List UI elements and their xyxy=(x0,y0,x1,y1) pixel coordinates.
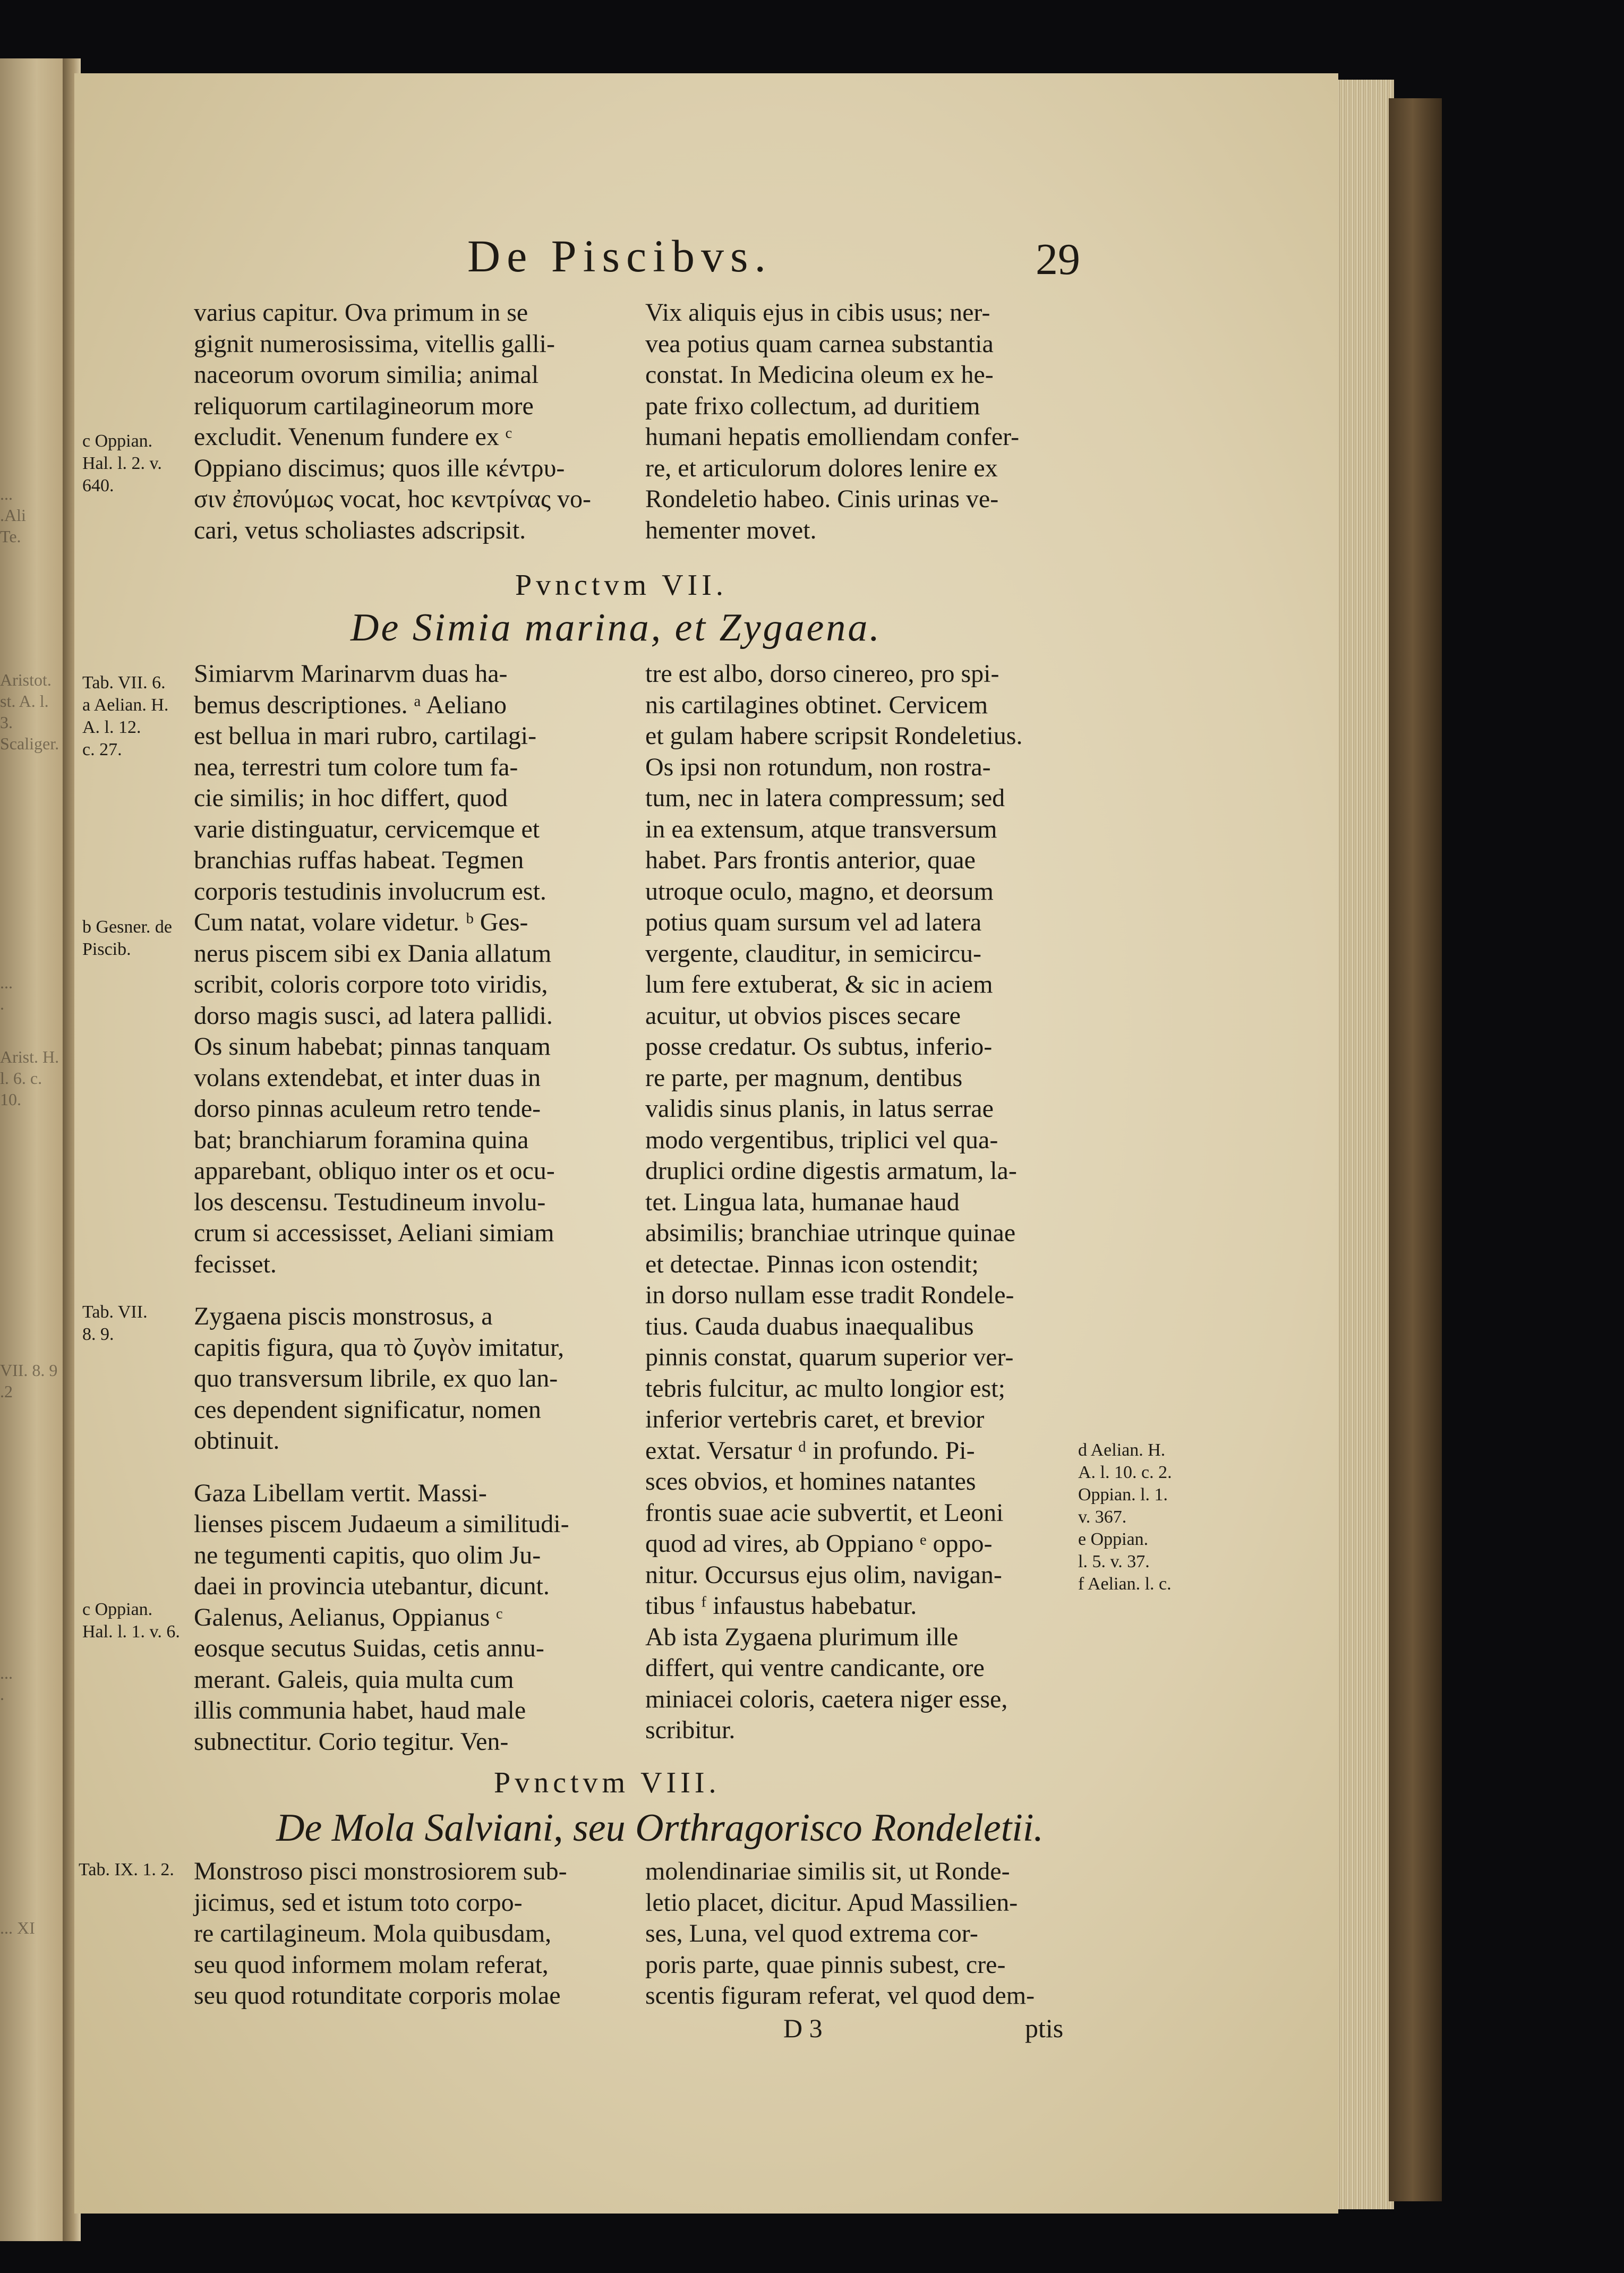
running-head: De Piscibvs. xyxy=(467,230,772,281)
column-right-middle xyxy=(645,659,1081,1746)
paragraph: Vix aliquis ejus in cibis usus; ner- vea potius quam carnea substantia constat. In Medicina oleum ex he- pate frixo collectum, ad duritiem humani hepatis emolliendam confer- re, et articulorum dolores lenire ex Rondeletio habeo. Cinis urinas ve- hementer movet. xyxy=(645,298,1020,544)
column-left-middle xyxy=(194,659,629,1757)
marginal-note: c Oppian. Hal. l. 1. v. 6. xyxy=(82,1600,180,1642)
left-page-fragment: Aristot. st. A. l. 3. Scaliger. xyxy=(0,670,59,753)
section-label: Pvnctvm VIII. xyxy=(494,1766,721,1799)
left-page-fragment: ... XI xyxy=(0,1918,35,1937)
left-page-edge xyxy=(0,58,66,2241)
book-cover-edge xyxy=(1389,98,1442,2201)
marginal-note: d Aelian. H. A. l. 10. c. 2. Oppian. l. 1. v. 367. e Oppian. l. 5. v. 37. f Aelian. l. c. xyxy=(1078,1440,1172,1594)
paragraph: Zygaena piscis monstrosus, a capitis figura, qua τὸ ζυγὸν imitatur, quo transversum librile, ex quo lan- ces dependent significatur, nomen obtinuit. xyxy=(194,1302,565,1455)
marginal-note: b Gesner. de Piscib. xyxy=(82,917,173,959)
paragraph: Monstroso pisci monstrosiorem sub- jicimus, sed et istum toto corpo- re cartilagineum. Mola quibusdam, seu quod informem molam referat, seu quod rotunditate corporis molae xyxy=(194,1857,567,2010)
marginal-note: Tab. IX. 1. 2. xyxy=(79,1860,174,1879)
column-right-bottom xyxy=(645,1856,1081,2012)
page-number: 29 xyxy=(1036,235,1080,284)
section-title: De Mola Salviani, seu Orthragorisco Rondeletii. xyxy=(276,1806,1044,1850)
paragraph: molendinariae similis sit, ut Ronde- letio placet, dicitur. Apud Massilien- ses, Luna, vel quod extrema cor- poris parte, quae pinnis subest, cre- scentis figuram referat, vel quod dem- xyxy=(645,1857,1035,2010)
paragraph: Gaza Libellam vertit. Massi- lienses piscem Judaeum a similitudi- ne tegumenti capitis, quo olim Ju- daei in provincia utebantur, dicunt. Galenus, Aelianus, Oppianus ᶜ eosque secutus Suidas, cetis annu- merant. Galeis, quia multa cum illis communia habet, haud male subnectitur. Corio tegitur. Ven- xyxy=(194,1479,569,1756)
column-left-bottom xyxy=(194,1856,629,2012)
catchword: ptis xyxy=(1025,2013,1064,2043)
column-left-top xyxy=(194,297,629,546)
signature-mark: D 3 xyxy=(783,2013,823,2043)
left-page-fragment: Arist. H. l. 6. c. 10. xyxy=(0,1047,59,1109)
paragraph: varius capitur. Ova primum in se gignit numerosissima, vitellis galli- naceorum ovorum similia; animal reliquorum cartilagineorum more excludit. Venenum fundere ex ᶜ Oppiano discimus; quos ille κέντρυ- σιν ἐπονύμως vocat, hoc κεντρίνας vo- cari, vetus scholiastes adscripsit. xyxy=(194,298,591,544)
marginal-note: c Oppian. Hal. l. 2. v. 640. xyxy=(82,431,162,495)
section-title: De Simia marina, et Zygaena. xyxy=(351,606,882,650)
marginal-note: Tab. VII. 8. 9. xyxy=(82,1302,148,1344)
paragraph: Ab ista Zygaena plurimum ille differt, qui ventre candicante, ore miniacei coloris, caetera niger esse, scribitur. xyxy=(645,1622,1008,1744)
paragraph: Simiarvm Marinarvm duas ha- bemus descriptiones. ᵃ Aeliano est bellua in mari rubro, cartilagi- nea, terrestri tum colore tum fa- cie similis; in hoc differt, quod varie distinguatur, cervicemque et branchias ruffas habeat. Tegmen corporis testudinis involucrum est. Cum natat, volare videtur. ᵇ Ges- nerus piscem sibi ex Dania allatum scribit, coloris corpore toto viridis, dorso magis susci, ad latera pallidi. Os sinum habebat; pinnas tanquam volans extendebat, et inter duas in dorso pinnas aculeum retro tende- bat; branchiarum foramina quina apparebant, obliquo inter os et ocu- los descensu. Testudineum involu- crum si accessisset, Aeliani simiam fecisset. xyxy=(194,660,555,1278)
left-page-fragment: VII. 8. 9 .2 xyxy=(0,1361,58,1401)
page-fore-edge xyxy=(1330,80,1394,2209)
left-page-fragment: ... . xyxy=(0,1663,13,1704)
section-label: Pvnctvm VII. xyxy=(515,569,728,602)
column-right-top xyxy=(645,297,1081,546)
left-page-fragment: ... .Ali Te. xyxy=(0,484,26,546)
paragraph: tre est albo, dorso cinereo, pro spi- nis cartilagines obtinet. Cervicem et gulam habere scripsit Rondeletius. Os ipsi non rotundum, non rostra- tum, nec in latera compressum; sed in ea extensum, atque transversum habet. Pars frontis anterior, quae utroque oculo, magno, et deorsum potius quam sursum vel ad latera vergente, clauditur, in semicircu- lum fere extuberat, & sic in aciem acuitur, ut obvios pisces secare posse credatur. Os subtus, inferio- re parte, per magnum, dentibus validis sinus planis, in latus serrae modo vergentibus, triplici vel qua- druplici ordine digestis armatum, la- tet. Lingua lata, humanae haud absimilis; branchiae utrinque quinae et detectae. Pinnas icon ostendit; in dorso nullam esse tradit Rondele- tius. Cauda duabus inaequalibus pinnis constat, quarum superior ver- tebris fulcitur, ac multo longior est; inferior vertebris caret, et brevior extat. Versatur ᵈ in profundo. Pi- sces obvios, et homines natantes frontis suae acie subvertit, et Leoni quod ad vires, ab Oppiano ᵉ oppo- nitur. Occursus ejus olim, navigan- tibus ᶠ infaustus habebatur. xyxy=(645,660,1023,1620)
left-page-fragment: ... . xyxy=(0,973,13,1013)
marginal-note: Tab. VII. 6. a Aelian. H. A. l. 12. c. 27. xyxy=(82,673,169,759)
